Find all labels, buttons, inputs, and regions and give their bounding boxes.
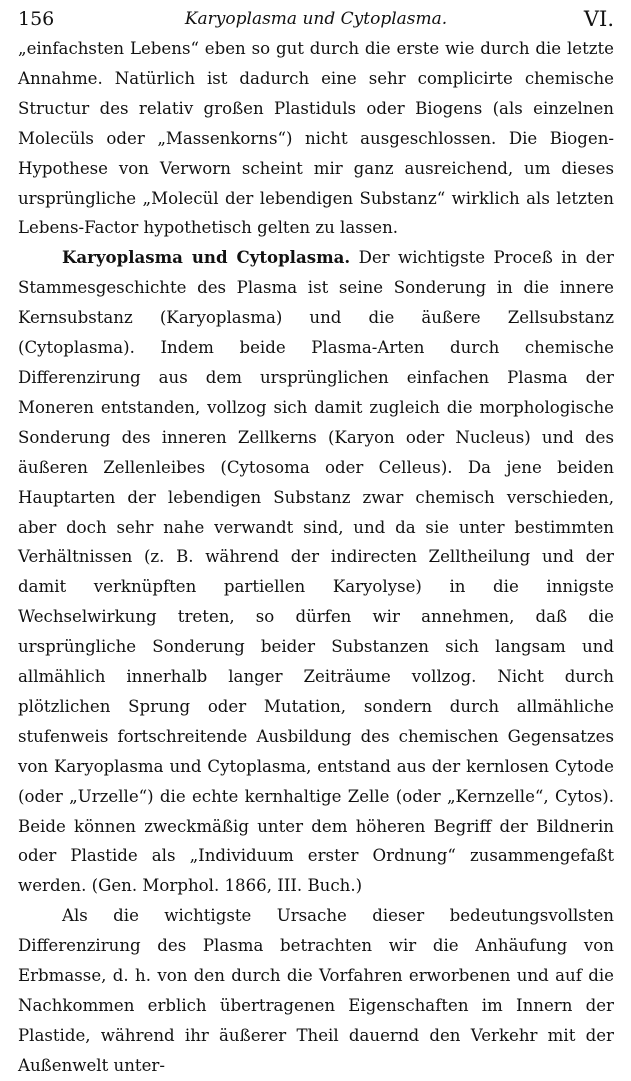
- running-title: Karyoplasma und Cytoplasma.: [184, 9, 448, 29]
- paragraph-1: „einfachsten Lebens“ eben so gut durch die erste wie durch die letzte Annahme. Natürlich ist dadurch eine sehr complicirte chemische Structur des relativ großen Plastiduls oder Biogens (als einzelnen Molecüls oder „Massenkorns“) nicht ausgeschlossen. Die Biogen-Hypothese von Verworn scheint mir ganz ausreichend, um dieses ursprüngliche „Molecül der lebendigen Substanz“ wirklich als letzten Lebens-Factor hypothetisch gelten zu lassen.: [18, 39, 614, 238]
- paragraph-3: Als die wichtigste Ursache dieser bedeutungsvollsten Differenzirung des Plasma betrachten wir die Anhäufung von Erbmasse, d. h. von den durch die Vorfahren erworbenen und auf die Nachkommen erblich übertragenen Eigenschaften im Innern der Plastide, während ihr äußerer Theil dauernd den Verkehr mit der Außenwelt unter-: [18, 906, 614, 1075]
- page-header: [18, 4, 614, 34]
- section-heading: Karyoplasma und Cytoplasma.: [62, 247, 351, 268]
- page-number: 156: [18, 8, 55, 30]
- chapter-number: VI.: [583, 7, 614, 31]
- page-body: [18, 34, 614, 1081]
- paragraph-2-text: Der wichtigste Proceß in der Stammesgeschichte des Plasma ist seine Sonderung in die innere Kernsubstanz (Karyoplasma) und die äußere Zellsubstanz (Cytoplasma). Indem beide Plasma-Arten durch chemische Differenzirung aus dem ursprünglichen einfachen Plasma der Moneren entstanden, vollzog sich damit zugleich die morphologische Sonderung des inneren Zellkerns (Karyon oder Nucleus) und des äußeren Zellenleibes (Cytosoma oder Celleus). Da jene beiden Hauptarten der lebendigen Substanz zwar chemisch verschieden, aber doch sehr nahe verwandt sind, und da sie unter bestimmten Verhältnissen (z. B. während der indirecten Zelltheilung und der damit verknüpften partiellen Karyolyse) in die innigste Wechselwirkung treten, so dürfen wir annehmen, daß die ursprüngliche Sonderung beider Substanzen sich langsam und allmählich innerhalb langer Zeiträume vollzog. Nicht durch plötzlichen Sprung oder Mutation, sondern durch allmähliche stufenweis fortschreitende Ausbildung des chemischen Gegensatzes von Karyoplasma und Cytoplasma, entstand aus der kernlosen Cytode (oder „Urzelle“) die echte kernhaltige Zelle (oder „Kernzelle“, Cytos). Beide können zweckmäßig unter dem höheren Begriff der Bildnerin oder Plastide als „Individuum erster Ordnung“ zusammengefaßt werden. (Gen. Morphol. 1866, III. Buch.): [18, 248, 614, 896]
- book-page: [18, 4, 614, 1075]
- paragraph-2: [18, 243, 614, 901]
